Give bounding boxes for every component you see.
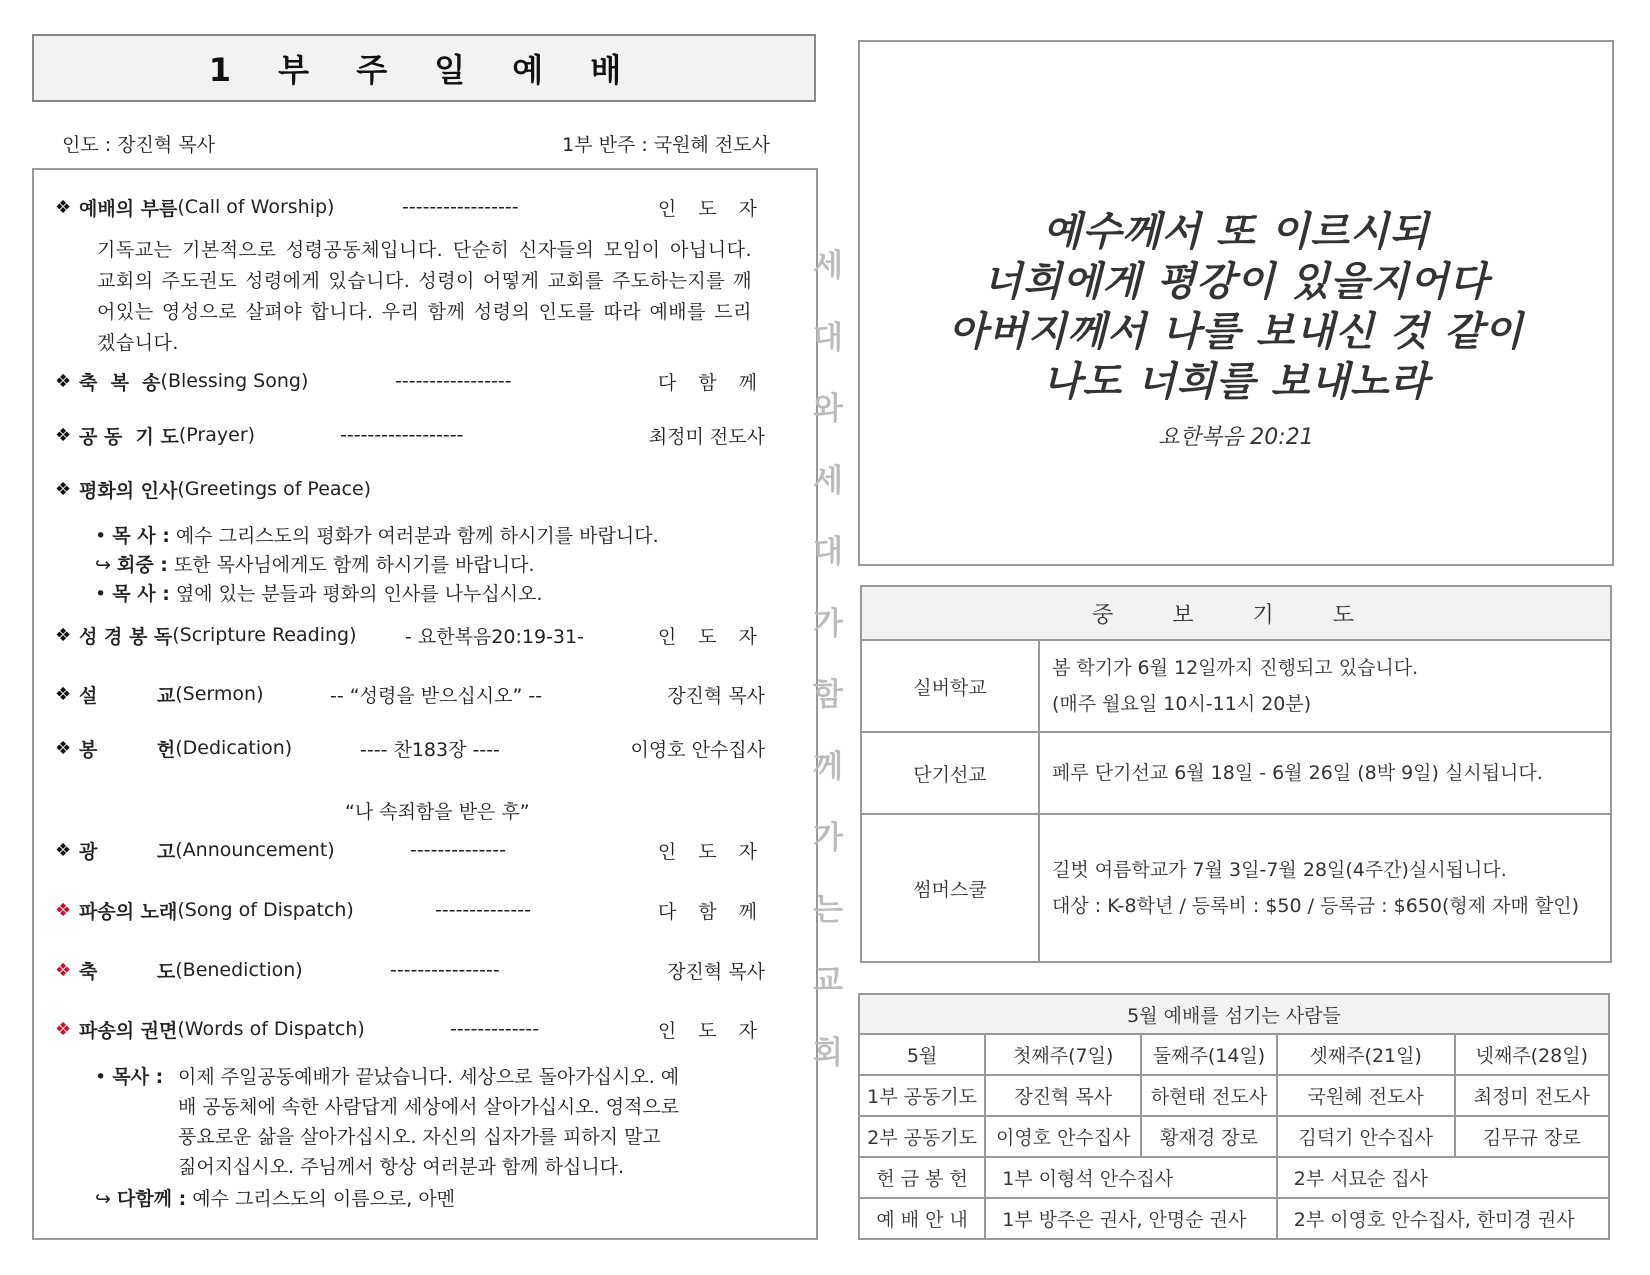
item-dashes: -------------- [410, 839, 506, 861]
order-item-scripture [55, 620, 765, 650]
diamond-bullet-icon: ❖ [55, 899, 72, 921]
diamond-bullet-icon: ❖ [55, 959, 72, 981]
item-dashes: -- “성령을 받으십시오” -- [330, 684, 543, 707]
callig-reference: 요한복음 20:21 [1158, 425, 1314, 450]
peace-line-2: ↪ 회중 : 또한 목사님에게도 함께 하시기를 바랍니다. [95, 554, 535, 576]
item-english: (Benediction) [175, 959, 303, 981]
order-item-call [55, 192, 765, 222]
order-item-sermon [55, 679, 765, 709]
row-content: 봄 학기가 6월 12일까지 진행되고 있습니다. (매주 월요일 10시-11시 20분) [1039, 640, 1611, 732]
dispatch-text-line-1: 이제 주일공동예배가 끝났습니다. 세상으로 돌아가십시오. 예 [178, 1066, 680, 1088]
dispatch-text-line-3: 풍요로운 삶을 살아가십시오. 자신의 십자가를 피하지 말고 [178, 1126, 661, 1148]
table-row: 헌 금 봉 헌 1부 이형석 안수집사 2부 서묘순 집사 [859, 1157, 1609, 1198]
call-text: 기독교는 기본적으로 성령공동체입니다. 단순히 신자들의 모임이 아닙니다. 교회의 주도권도 성령에게 있습니다. 성령이 어떻게 교회를 주도하는지를 깨어있는 영성으로 살펴야 합니다. 우리 함께 성령의 인도를 따라 예배를 드리겠습니다. [97, 239, 752, 354]
accompanist: 1부 반주 : 국원혜 전도사 [562, 134, 770, 156]
item-english: (Sermon) [175, 683, 264, 705]
serve-table-title: 5월 예배를 섬기는 사람들 [859, 994, 1609, 1034]
peace-line-3: • 목 사 : 옆에 있는 분들과 평화의 인사를 나누십시오. [95, 583, 543, 605]
item-dashes: ---------------- [390, 959, 500, 981]
callig-line-4: 나도 너희를 보내노라 [1042, 358, 1430, 405]
diamond-bullet-icon: ❖ [55, 624, 72, 646]
item-person: 다 함 께 [657, 900, 765, 923]
table-row [861, 814, 1611, 962]
item-english: (Greetings of Peace) [177, 478, 372, 500]
item-person: 인 도 자 [657, 625, 765, 648]
row-label: 썸머스쿨 [861, 814, 1039, 962]
order-item-dedication [55, 733, 765, 763]
item-english: (Scripture Reading) [172, 624, 357, 646]
worship-leader: 인도 : 장진혁 목사 [62, 134, 215, 156]
item-english: (Blessing Song) [160, 370, 309, 392]
order-item-prayer [55, 420, 765, 450]
item-dashes: ----------------- [395, 370, 512, 392]
item-english: (Dedication) [175, 737, 293, 759]
order-item-blessing [55, 366, 765, 396]
item-person: 인 도 자 [657, 840, 765, 863]
callig-line-2: 너희에게 평강이 있을지어다 [983, 258, 1489, 305]
table-row [861, 732, 1611, 814]
item-person: 최정미 전도사 [648, 425, 765, 448]
diamond-bullet-icon: ❖ [55, 196, 72, 218]
diamond-bullet-icon: ❖ [55, 683, 72, 705]
diamond-bullet-icon: ❖ [55, 370, 72, 392]
item-person: 이영호 안수집사 [630, 738, 765, 761]
item-name: 설 교 [79, 684, 176, 707]
prayer-table-title: 중 보 기 도 [861, 586, 1611, 640]
item-name: 공 동 기 도 [79, 425, 179, 448]
item-english: (Announcement) [175, 839, 335, 861]
table-row: 1부 공동기도 장진혁 목사 하현태 전도사 국원혜 전도사 최정미 전도사 [859, 1075, 1609, 1116]
table-row: 예 배 안 내 1부 방주은 권사, 안명순 권사 2부 이영호 안수집사, 한미경 권사 [859, 1198, 1609, 1239]
table-row: 5월 첫째주(7일) 둘째주(14일) 셋째주(21일) 넷째주(28일) [859, 1034, 1609, 1075]
item-name: 예배의 부름 [79, 197, 178, 220]
diamond-bullet-icon: ❖ [55, 478, 72, 500]
callig-line-1: 예수께서 또 이르시되 [1042, 208, 1430, 255]
item-name: 평화의 인사 [79, 479, 178, 502]
table-row: 2부 공동기도 이영호 안수집사 황재경 장로 김덕기 안수집사 김무규 장로 [859, 1116, 1609, 1157]
diamond-bullet-icon: ❖ [55, 1018, 72, 1040]
row-content: 길벗 여름학교가 7월 3일-7월 28일(4주간)실시됩니다. 대상 : K-8학년 / 등록비 : $50 / 등록금 : $650(형제 자매 할인) [1039, 814, 1611, 962]
table-row [861, 640, 1611, 732]
item-dashes: ------------------ [340, 424, 464, 446]
item-english: (Prayer) [178, 424, 256, 446]
item-name: 광 고 [79, 840, 176, 863]
row-label: 단기선교 [861, 732, 1039, 814]
order-item-announcement [55, 835, 765, 865]
item-person: 인 도 자 [657, 1019, 765, 1042]
order-item-peace [55, 474, 765, 504]
diamond-bullet-icon: ❖ [55, 839, 72, 861]
item-person: 다 함 께 [657, 371, 765, 394]
item-name: 성 경 봉 독 [79, 625, 173, 648]
dispatch-text-line-2: 배 공동체에 속한 사람답게 세상에서 살아가십시오. 영적으로 [178, 1096, 680, 1118]
item-name: 파송의 노래 [79, 900, 178, 923]
diamond-bullet-icon: ❖ [55, 424, 72, 446]
item-dashes: ---- 찬183장 ---- [360, 738, 500, 761]
item-dashes: ------------- [450, 1018, 540, 1040]
item-name: 축 복 송 [79, 371, 161, 394]
dispatch-all-line: ↪ 다함께 : 예수 그리스도의 이름으로, 아멘 [95, 1188, 456, 1210]
dedication-hymn: “나 속죄함을 받은 후” [345, 801, 530, 823]
item-english: (Call of Worship) [177, 196, 335, 218]
item-person: 장진혁 목사 [667, 684, 765, 707]
item-english: (Song of Dispatch) [177, 899, 354, 921]
item-dashes: - 요한복음20:19-31- [405, 625, 584, 648]
serving-schedule-table [858, 993, 1610, 1240]
intercessory-prayer-table [860, 585, 1612, 963]
order-item-benediction [55, 955, 765, 985]
order-item-dispatch-words [55, 1014, 765, 1044]
peace-line-1: • 목 사 : 예수 그리스도의 평화가 여러분과 함께 하시기를 바랍니다. [95, 525, 659, 547]
page-title: 1 부 주 일 예 배 [32, 34, 816, 102]
item-name: 축 도 [79, 960, 176, 983]
item-name: 봉 헌 [79, 738, 176, 761]
item-person: 장진혁 목사 [667, 960, 765, 983]
item-name: 파송의 권면 [79, 1019, 178, 1042]
vertical-motto: 세 대 와 세 대 가 함 께 가 는 교 회 [813, 248, 843, 1071]
diamond-bullet-icon: ❖ [55, 737, 72, 759]
calligraphy-verse [858, 40, 1614, 566]
dispatch-pastor-label: • 목사 : [95, 1066, 164, 1088]
item-dashes: ----------------- [402, 196, 519, 218]
order-item-dispatch-song [55, 895, 765, 925]
row-content: 페루 단기선교 6월 18일 - 6월 26일 (8박 9일) 실시됩니다. [1039, 732, 1611, 814]
callig-line-3: 아버지께서 나를 보내신 것 같이 [948, 308, 1524, 355]
item-english: (Words of Dispatch) [177, 1018, 365, 1040]
row-label: 실버학교 [861, 640, 1039, 732]
item-dashes: -------------- [435, 899, 531, 921]
item-person: 인 도 자 [657, 197, 765, 220]
dispatch-text-line-4: 짊어지십시오. 주님께서 항상 여러분과 함께 하십니다. [178, 1156, 625, 1178]
